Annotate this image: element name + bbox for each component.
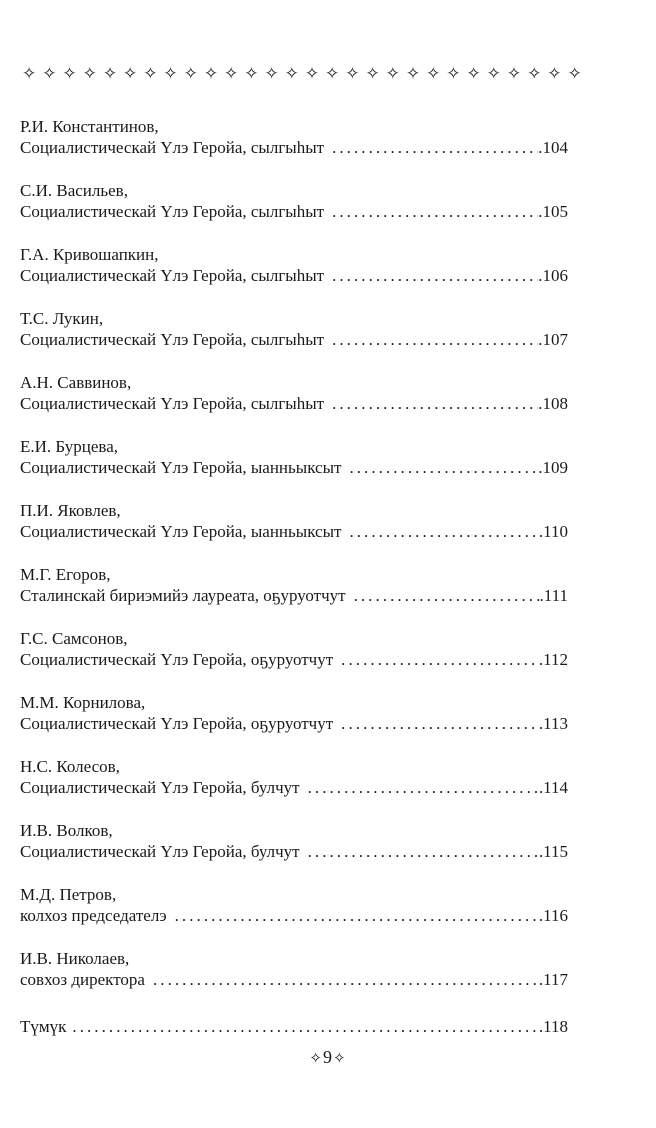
ornament-star-icon: ✧ — [143, 63, 158, 83]
toc-entry-page: .118 — [538, 1017, 568, 1036]
dot-leader — [332, 201, 538, 222]
dot-leader — [153, 969, 539, 990]
toc-entry-line — [20, 905, 568, 926]
toc-entry-description: Социалистическай Үлэ Геройа, ыанньыксыт — [20, 458, 342, 477]
ornament-star-icon: ✧ — [224, 63, 239, 83]
toc-entry-line — [20, 329, 568, 350]
ornament-star-icon: ✧ — [183, 63, 198, 83]
ornament-star-icon: ✧ — [304, 63, 320, 83]
ornament-star-icon: ✧ — [567, 63, 582, 83]
ornament-divider — [22, 61, 582, 85]
toc-entries — [20, 116, 568, 1012]
toc-entry[interactable] — [20, 884, 568, 948]
footer-right-ornament-icon: ✧ — [333, 1051, 347, 1067]
toc-entry-line — [20, 265, 568, 286]
toc-entry-page: .104 — [538, 138, 568, 157]
ornament-star-icon: ✧ — [22, 63, 37, 83]
toc-entry-person-name: И.В. Волков, — [20, 821, 113, 840]
toc-entry[interactable] — [20, 948, 568, 1012]
toc-entry-line — [20, 137, 568, 158]
toc-entry-page: .117 — [538, 970, 568, 989]
ornament-star-icon: ✧ — [163, 63, 178, 83]
toc-entry-description: Сталинскай бириэмийэ лауреата, оҕуруотчут — [20, 586, 346, 605]
toc-entry-line — [20, 777, 568, 798]
dot-leader — [354, 585, 540, 606]
toc-entry-description: Социалистическай Үлэ Геройа, сылгыһыт — [20, 266, 325, 285]
dot-leader — [332, 329, 538, 350]
ornament-star-icon: ✧ — [486, 63, 501, 83]
dot-leader — [332, 137, 538, 158]
ornament-star-icon: ✧ — [82, 63, 97, 83]
toc-entry-page: .114 — [538, 778, 568, 797]
toc-entry-line — [20, 393, 568, 414]
toc-entry-person-name: М.Г. Егоров, — [20, 565, 111, 584]
toc-entry-description: Социалистическай Үлэ Геройа, сылгыһыт — [20, 394, 325, 413]
toc-entry-title: Түмүк — [20, 1017, 67, 1036]
toc-entry-person-name: А.Н. Саввинов, — [20, 373, 132, 392]
ornament-star-icon: ✧ — [42, 63, 57, 83]
dot-leader — [72, 1016, 538, 1037]
toc-entry-page: .109 — [538, 458, 568, 477]
toc-entry-line — [20, 649, 568, 670]
toc-entry[interactable] — [20, 628, 568, 692]
toc-entry-line — [20, 585, 568, 606]
ornament-star-icon: ✧ — [123, 63, 138, 83]
ornament-star-icon: ✧ — [547, 63, 562, 83]
dot-leader — [308, 841, 539, 862]
toc-entry-page: .105 — [538, 202, 568, 221]
ornament-star-icon: ✧ — [102, 63, 118, 83]
toc-entry-person-name: М.Д. Петров, — [20, 885, 117, 904]
toc-entry-description: Социалистическай Үлэ Геройа, булчут — [20, 778, 300, 797]
toc-entry-description: Социалистическай Үлэ Геройа, сылгыһыт — [20, 202, 325, 221]
ornament-star-icon: ✧ — [527, 63, 542, 83]
toc-entry-person-name: Т.С. Лукин, — [20, 309, 104, 328]
toc-entry[interactable] — [20, 116, 568, 180]
toc-entry-person-name: Г.А. Кривошапкин, — [20, 245, 159, 264]
toc-entry-page: .107 — [538, 330, 568, 349]
ornament-star-icon: ✧ — [365, 63, 380, 83]
dot-leader — [332, 265, 538, 286]
ornament-star-icon: ✧ — [244, 63, 259, 83]
page-footer — [0, 1047, 656, 1068]
toc-entry-line — [20, 713, 568, 734]
toc-entry-person-name: Н.С. Колесов, — [20, 757, 120, 776]
toc-entry-description: Социалистическай Үлэ Геройа, оҕуруотчут — [20, 650, 334, 669]
ornament-star-icon: ✧ — [264, 63, 279, 83]
ornament-star-icon: ✧ — [426, 63, 441, 83]
toc-entry-page: .113 — [538, 714, 568, 733]
toc-entry-person-name: Е.И. Бурцева, — [20, 437, 118, 456]
toc-entry[interactable] — [20, 756, 568, 820]
toc-entry-description: Социалистическай Үлэ Геройа, оҕуруотчут — [20, 714, 334, 733]
toc-entry[interactable] — [20, 308, 568, 372]
toc-entry-page: .112 — [538, 650, 568, 669]
dot-leader — [349, 521, 538, 542]
toc-entry[interactable] — [20, 436, 568, 500]
dot-leader — [349, 457, 538, 478]
toc-entry-page: .116 — [538, 906, 568, 925]
toc-entry[interactable] — [20, 820, 568, 884]
ornament-star-icon: ✧ — [405, 63, 421, 83]
toc-entry-person-name: С.И. Васильев, — [20, 181, 128, 200]
dot-leader — [341, 713, 539, 734]
dot-leader — [175, 905, 539, 926]
ornament-star-icon: ✧ — [345, 63, 360, 83]
ornament-star-icon: ✧ — [203, 63, 219, 83]
page-number: 9 — [323, 1047, 333, 1067]
footer-left-ornament-icon: ✧ — [309, 1051, 323, 1067]
toc-entry-page: .106 — [538, 266, 568, 285]
toc-entry-page: .111 — [539, 586, 568, 605]
toc-entry-page: .108 — [538, 394, 568, 413]
toc-entry-description: Социалистическай Үлэ Геройа, булчут — [20, 842, 300, 861]
dot-leader — [332, 393, 538, 414]
dot-leader — [341, 649, 539, 670]
ornament-star-icon: ✧ — [385, 63, 400, 83]
toc-entry[interactable] — [20, 180, 568, 244]
toc-entry-person-name: П.И. Яковлев, — [20, 501, 121, 520]
toc-entry-description: Социалистическай Үлэ Геройа, сылгыһыт — [20, 330, 325, 349]
toc-entry-person-name: Р.И. Константинов, — [20, 117, 159, 136]
toc-entry-person-name: Г.С. Самсонов, — [20, 629, 128, 648]
toc-entry-person-name: И.В. Николаев, — [20, 949, 130, 968]
toc-entry[interactable] — [20, 500, 568, 564]
toc-entry[interactable] — [20, 244, 568, 308]
toc-entry-description: совхоз директора — [20, 970, 145, 989]
toc-entry-line — [20, 457, 568, 478]
toc-entry-description: Социалистическай Үлэ Геройа, ыанньыксыт — [20, 522, 342, 541]
ornament-star-icon: ✧ — [446, 63, 461, 83]
toc-entry-person-name: М.М. Корнилова, — [20, 693, 146, 712]
toc-entry-conclusion[interactable] — [20, 1016, 568, 1037]
ornament-star-icon: ✧ — [62, 63, 77, 83]
table-of-contents — [20, 116, 568, 1037]
ornament-star-icon: ✧ — [506, 63, 522, 83]
toc-entry-description: Социалистическай Үлэ Геройа, сылгыһыт — [20, 138, 325, 157]
toc-entry-line — [20, 969, 568, 990]
toc-entry[interactable] — [20, 564, 568, 628]
toc-entry[interactable] — [20, 692, 568, 756]
ornament-star-icon: ✧ — [466, 63, 481, 83]
toc-entry-line — [20, 201, 568, 222]
ornament-star-icon: ✧ — [325, 63, 340, 83]
toc-entry[interactable] — [20, 372, 568, 436]
toc-entry-line — [20, 521, 568, 542]
toc-entry-description: колхоз председателэ — [20, 906, 167, 925]
dot-leader — [308, 777, 539, 798]
ornament-star-icon: ✧ — [284, 63, 299, 83]
toc-entry-page: .110 — [538, 522, 568, 541]
toc-entry-page: .115 — [538, 842, 568, 861]
toc-entry-line — [20, 841, 568, 862]
